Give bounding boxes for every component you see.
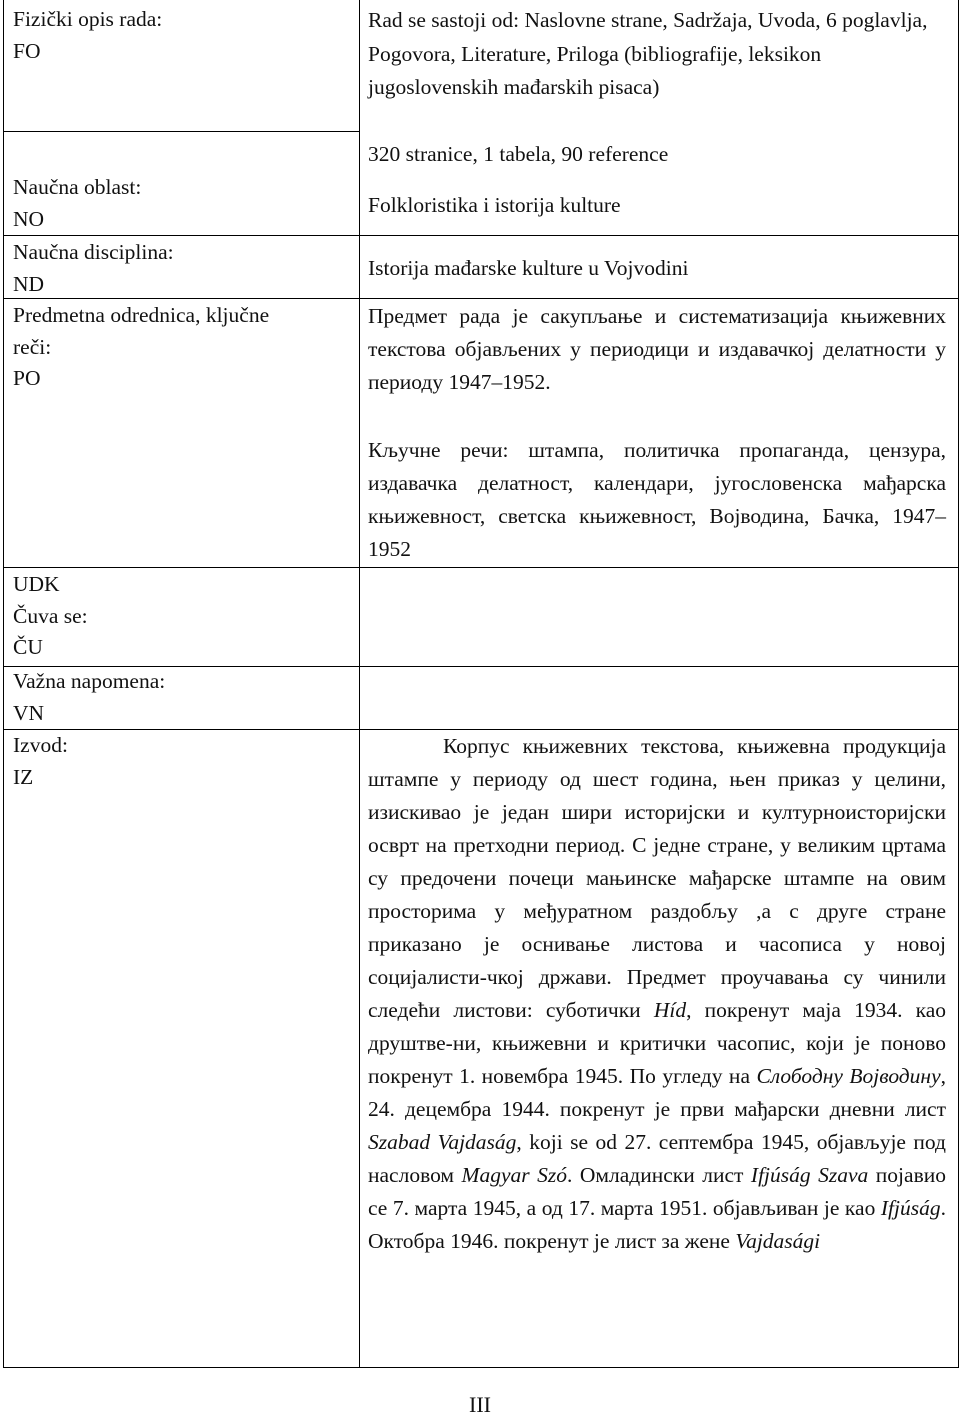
- label-fo-code: FO: [13, 38, 41, 63]
- nd-value-text: Istorija mađarske kulture u Vojvodini: [368, 256, 689, 280]
- po-keywords-text: Кључне речи: штампа, политичка пропаганда, цензура, издавачка делатност, календари, југословенска мађарска књижевност, светска књижевност, Војводина, Бачка, 1947–1952: [368, 438, 946, 561]
- abstract-text: појавио се 7. марта 1945, а од 17. марта 1951. објављиван је као: [368, 1163, 946, 1220]
- page-number: III: [469, 1392, 491, 1417]
- label-fo: [13, 4, 343, 67]
- abstract-title-ifjusag-szava: Ifjúság Szava: [750, 1163, 869, 1187]
- label-po: [13, 300, 343, 395]
- row-divider: [4, 235, 359, 236]
- abstract-title-ifjusag: Ifjúság: [880, 1196, 941, 1220]
- label-vn-code: VN: [13, 700, 45, 725]
- label-fo-title: Fizički opis rada:: [13, 7, 163, 31]
- label-iz-code: IZ: [13, 764, 34, 789]
- fo-structure-text: Rad se sastoji od: Naslovne strane, Sadržaja, Uvoda, 6 poglavlja, Pogovora, Literature, Priloga (bibliografije, leksikon jugoslovenskih mađarskih pisaca): [368, 8, 928, 99]
- row-divider: [360, 298, 958, 299]
- label-no-code: NO: [13, 206, 45, 231]
- label-po-code: PO: [13, 366, 41, 390]
- label-cu-code: ČU: [13, 635, 43, 659]
- abstract-text: . Омладински лист: [566, 1163, 751, 1187]
- fo-stats-text: 320 stranice, 1 tabela, 90 reference: [368, 142, 669, 166]
- abstract-title-slobodna-vojvodina: Слободну Војводину: [756, 1064, 941, 1088]
- abstract-title-magyar-szo: Magyar Szó: [461, 1163, 567, 1187]
- abstract-text: , покренут маја 1934. као друштве-ни, књижевни и критички часопис, који је поново покренут 1. новембра 1945. По угледу на: [368, 998, 947, 1088]
- abstract-title-hid: Híd: [653, 998, 687, 1022]
- label-iz: [13, 730, 343, 793]
- label-nd: [13, 237, 343, 300]
- label-nd-code: ND: [13, 271, 45, 296]
- label-vn: [13, 666, 343, 729]
- label-vn-title: Važna napomena:: [13, 669, 166, 693]
- abstract-text: , koji se od 27. септембра 1945, објављује под насловом: [368, 1130, 946, 1187]
- row-divider: [4, 567, 359, 568]
- row-divider: [360, 235, 958, 236]
- label-nd-title: Naučna disciplina:: [13, 240, 174, 264]
- label-iz-title: Izvod:: [13, 733, 68, 757]
- row-divider: [360, 567, 958, 568]
- row-divider: [4, 131, 359, 132]
- no-value-text: Folkloristika i istorija kulture: [368, 193, 621, 217]
- abstract-text: , 24. децембра 1944. покренут је први мађарски дневни лист: [368, 1064, 946, 1121]
- abstract-title-szabad-vajdasag: Szabad Vajdaság: [368, 1130, 517, 1154]
- po-subject-text: Предмет рада је сакупљање и систематизација књижевних текстова објављених у периодици и издавачкој делатности у периоду 1947–1952.: [368, 304, 946, 394]
- label-cu-title: Čuva se:: [13, 603, 88, 628]
- label-po-title-1: Predmetna odrednica, ključne: [13, 303, 270, 327]
- abstract-text: Корпус књижевних текстова, књижевна продукција штампе у периоду од шест година, њен приказ у целини, изискивао је један шири историјски и културноисторијски осврт на претходни период. С једне стране, у великим цртама су предочени почеци мањинске мађарске штампе на овим просторима у међуратном раздобљу ,а с друге стране приказано је оснивање листова и часописа у новој социјалисти-чкој држави. Предмет проучавања су чинили следећи листови: суботички: [368, 734, 946, 1022]
- row-divider: [360, 666, 958, 667]
- label-udk-cu: [13, 569, 343, 664]
- abstract-text: . Октобра 1946. покренут је лист за жене: [368, 1196, 946, 1253]
- abstract-paragraph: [368, 730, 946, 1258]
- column-divider: [359, 0, 360, 1367]
- abstract-title-vajdasagi: Vajdasági: [735, 1229, 821, 1253]
- label-no-title: Naučna oblast:: [13, 175, 142, 199]
- label-udk: UDK: [13, 572, 60, 596]
- label-po-title-2: reči:: [13, 334, 52, 359]
- label-no: [13, 172, 343, 235]
